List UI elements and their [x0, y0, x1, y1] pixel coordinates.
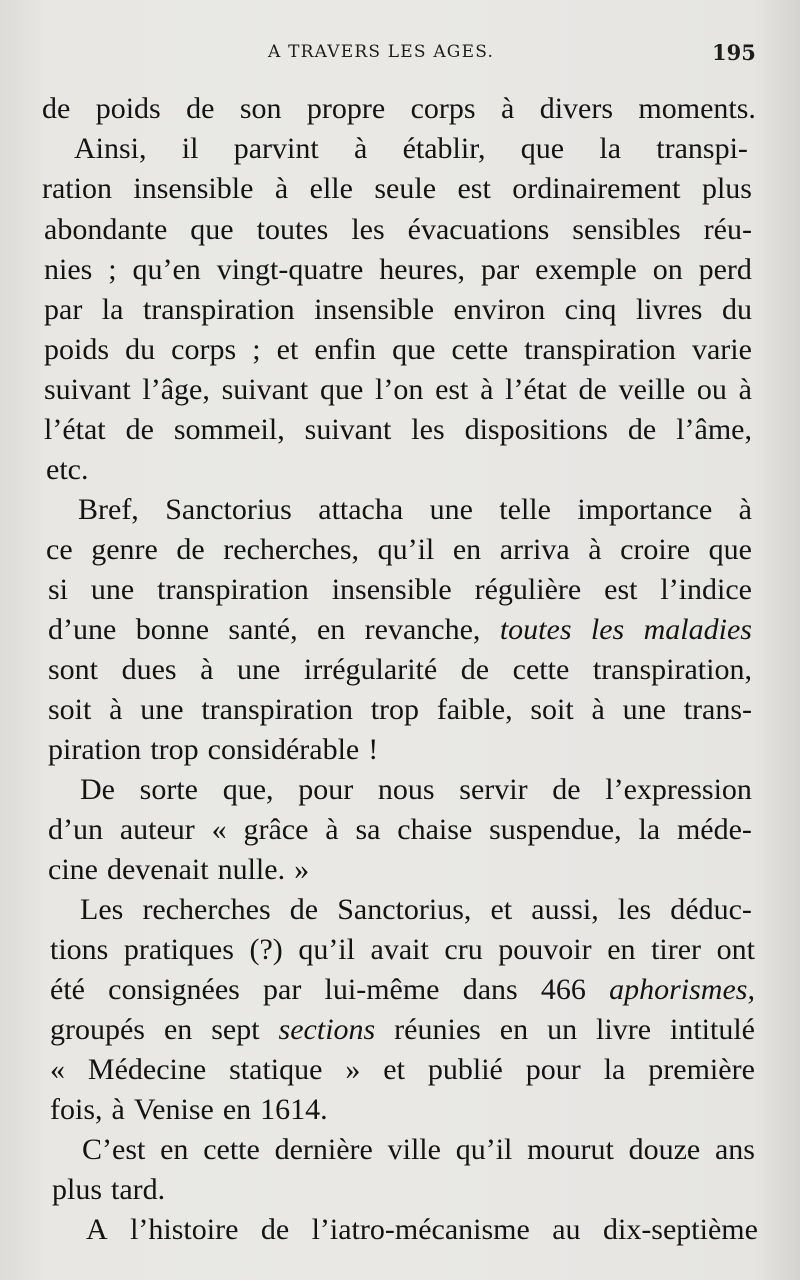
word: l’on	[375, 373, 424, 406]
word: de	[260, 1213, 290, 1246]
word: à	[738, 493, 752, 526]
word: l’expression	[605, 773, 752, 806]
text-line	[48, 572, 752, 608]
text-line	[42, 91, 756, 127]
word: à	[325, 813, 339, 846]
word: moments.	[638, 92, 756, 125]
word: sorte	[139, 773, 198, 806]
word: à	[109, 693, 123, 726]
word: lui-même	[324, 973, 440, 1006]
word: cru	[444, 933, 483, 966]
word: trop	[150, 733, 199, 766]
word: déduc-	[670, 893, 752, 926]
text-line	[50, 1052, 755, 1088]
word: arriva	[499, 533, 570, 566]
word: de	[176, 533, 205, 566]
word: sept	[211, 1013, 260, 1046]
word: l’état	[44, 413, 106, 446]
word: aussi,	[531, 893, 599, 926]
word: que	[319, 373, 364, 406]
word: trop	[370, 693, 420, 726]
word: piration	[48, 733, 142, 766]
word: dispositions	[464, 413, 608, 446]
word: genre	[91, 533, 158, 566]
word: mourut	[527, 1133, 614, 1166]
word: cette	[203, 1133, 260, 1166]
word: les	[411, 413, 445, 446]
word: en	[222, 1093, 252, 1126]
word: veille	[618, 373, 686, 406]
text-line	[80, 772, 752, 808]
word: toutes	[256, 213, 329, 246]
word: par	[44, 293, 83, 326]
word: méde-	[676, 813, 752, 846]
word: heures,	[379, 253, 466, 286]
text-line	[42, 171, 752, 207]
word: faible,	[436, 693, 513, 726]
word: trans-	[683, 693, 752, 726]
word: du	[125, 333, 156, 366]
text-line	[82, 1132, 755, 1168]
word: été	[50, 973, 85, 1006]
word: de	[460, 653, 490, 686]
word: douze	[628, 1133, 701, 1166]
word: environ	[453, 293, 546, 326]
word: importance	[577, 493, 713, 526]
word: ordinairement	[512, 172, 681, 205]
word: seule	[374, 172, 437, 205]
word: plus	[701, 172, 752, 205]
text-line	[50, 972, 755, 1008]
word: en	[160, 1133, 189, 1166]
word: insensible	[314, 293, 435, 326]
text-line	[86, 1212, 758, 1248]
word: qu’il	[298, 933, 355, 966]
word: transpiration	[524, 333, 676, 366]
text-line	[50, 1092, 755, 1128]
word: régulière	[474, 573, 582, 606]
text-line	[52, 1172, 755, 1208]
word: Venise	[133, 1093, 214, 1126]
word: groupés	[50, 1013, 145, 1046]
text-line	[48, 852, 752, 888]
word: une	[237, 653, 281, 686]
word: cette	[512, 653, 570, 686]
word: l’histoire	[130, 1213, 239, 1246]
word: de	[627, 413, 657, 446]
word: transpiration	[201, 693, 353, 726]
word: irrégularité	[303, 653, 438, 686]
word: qu’en	[132, 253, 201, 286]
word: attacha	[318, 493, 404, 526]
word: que	[520, 132, 565, 165]
word: est	[604, 573, 638, 606]
word: livres	[635, 293, 703, 326]
word: sensibles	[572, 213, 681, 246]
word: première	[648, 1053, 755, 1086]
word: croire	[620, 533, 691, 566]
word: tard.	[111, 1173, 166, 1206]
word: au	[552, 1213, 581, 1246]
word: on	[652, 253, 683, 286]
word: un	[547, 1013, 578, 1046]
word: Bref,	[78, 493, 139, 526]
word: 466	[540, 973, 586, 1006]
word: insensible	[133, 172, 254, 205]
word: et	[383, 1053, 405, 1086]
word: évacuations	[407, 213, 550, 246]
word: Ainsi,	[74, 132, 147, 165]
word: pratiques	[123, 933, 234, 966]
word: l’âge,	[142, 373, 210, 406]
word: bonne	[135, 613, 210, 646]
word: d’une	[48, 613, 117, 646]
word: ration	[42, 172, 112, 205]
word: suivant	[221, 373, 309, 406]
word: Sanctorius	[165, 493, 292, 526]
text-line	[50, 1012, 755, 1048]
word: par	[480, 253, 520, 286]
word: (?)	[249, 933, 283, 966]
word: exemple	[535, 253, 637, 286]
word: transpiration,	[592, 653, 752, 686]
word: dues	[121, 653, 177, 686]
text-line	[74, 131, 748, 167]
word: tirer	[651, 933, 702, 966]
text-line	[48, 652, 752, 688]
text-line	[44, 372, 752, 408]
word: maladies	[643, 613, 752, 646]
word: à	[353, 132, 368, 165]
word: soit	[48, 693, 92, 726]
word: »	[294, 853, 310, 886]
word: consignées	[108, 973, 240, 1006]
word: C’est	[82, 1133, 146, 1166]
word: statique	[229, 1053, 323, 1086]
word: considérable	[207, 733, 360, 766]
word: si	[48, 573, 69, 606]
text-line	[48, 732, 752, 768]
word: suivant	[304, 413, 392, 446]
word: pour	[298, 773, 354, 806]
word: plus	[52, 1173, 103, 1206]
word: que	[708, 533, 752, 566]
word: sections	[278, 1013, 376, 1046]
word: que	[392, 333, 436, 366]
word: etc.	[46, 453, 89, 486]
word: publié	[427, 1053, 503, 1086]
word: «	[211, 813, 227, 846]
text-line	[48, 812, 752, 848]
word: enfin	[314, 333, 377, 366]
word: recherches	[142, 893, 271, 926]
word: son	[239, 92, 282, 125]
word: par	[263, 973, 302, 1006]
word: chaise	[397, 813, 473, 846]
word: à	[591, 693, 605, 726]
word: sont	[48, 653, 99, 686]
word: en	[607, 933, 636, 966]
word: insensible	[331, 573, 452, 606]
word: une	[140, 693, 184, 726]
word: suivant	[44, 373, 131, 406]
word: !	[368, 733, 379, 766]
word: de	[552, 773, 581, 806]
word: nous	[377, 773, 435, 806]
word: à	[738, 373, 752, 406]
word: santé,	[228, 613, 298, 646]
text-line	[80, 892, 752, 928]
word: divers	[539, 92, 614, 125]
word: est	[435, 373, 469, 406]
word: les	[617, 893, 652, 926]
word: à	[111, 1093, 125, 1126]
word: tions	[50, 933, 109, 966]
word: à	[200, 653, 214, 686]
word: elle	[309, 172, 353, 205]
word: auteur	[119, 813, 195, 846]
word: l’âme,	[676, 413, 752, 446]
text-line	[44, 332, 752, 368]
word: avait	[370, 933, 429, 966]
word: en	[163, 1013, 193, 1046]
word: corps	[171, 333, 237, 366]
word: ont	[716, 933, 755, 966]
word: qu’il	[377, 533, 435, 566]
word: ou	[696, 373, 727, 406]
word: la	[638, 813, 661, 846]
word: d’un	[48, 813, 103, 846]
word: grâce	[243, 813, 309, 846]
word: l’indice	[660, 573, 752, 606]
word: en	[452, 533, 482, 566]
word: à	[588, 533, 602, 566]
word: de	[42, 92, 71, 125]
text-line	[50, 932, 755, 968]
word: est	[457, 172, 491, 205]
word: la	[599, 132, 622, 165]
word: ville	[387, 1133, 441, 1166]
word: et	[276, 333, 299, 366]
text-line	[78, 492, 752, 528]
word: toutes	[499, 613, 572, 646]
word: du	[721, 293, 752, 326]
word: servir	[459, 773, 528, 806]
text-line	[44, 212, 752, 248]
word: intitulé	[670, 1013, 755, 1046]
word: ;	[108, 253, 117, 286]
word: Sanctorius,	[337, 893, 472, 926]
word: en	[316, 613, 346, 646]
word: De	[80, 773, 115, 806]
word: fois,	[50, 1093, 103, 1126]
word: sa	[355, 813, 381, 846]
word: devenait	[106, 853, 209, 886]
word: cette	[451, 333, 509, 366]
word: poids	[44, 333, 110, 366]
word: à	[480, 373, 494, 406]
text-line	[46, 532, 752, 568]
word: pouvoir	[498, 933, 592, 966]
word: Médecine	[87, 1053, 207, 1086]
word: à	[274, 172, 289, 205]
word: une	[622, 693, 666, 726]
word: la	[101, 293, 124, 326]
word: une	[90, 573, 135, 606]
word: sommeil,	[173, 413, 285, 446]
word: A	[86, 1213, 108, 1246]
word: propre	[306, 92, 386, 125]
word: l’iatro-mécanisme	[311, 1213, 530, 1246]
word: en	[499, 1013, 529, 1046]
word: dix-septième	[602, 1213, 758, 1246]
word: dernière	[274, 1133, 373, 1166]
word: varie	[691, 333, 752, 366]
word: transpi-	[656, 132, 748, 165]
word: ans	[714, 1133, 755, 1166]
word: Les	[80, 893, 124, 926]
word: réunies	[394, 1013, 481, 1046]
word: nulle.	[217, 853, 286, 886]
word: corps	[410, 92, 476, 125]
word: cine	[48, 853, 98, 886]
word: aphorismes,	[609, 973, 755, 1006]
word: de	[186, 92, 215, 125]
word: que,	[222, 773, 274, 806]
word: il	[181, 132, 199, 165]
running-title: A TRAVERS LES AGES.	[268, 42, 495, 62]
word: »	[345, 1053, 361, 1086]
word: pour	[525, 1053, 581, 1086]
word: vingt-quatre	[216, 253, 364, 286]
word: soit	[530, 693, 574, 726]
text-line	[44, 252, 752, 288]
word: dans	[462, 973, 518, 1006]
word: abondante	[44, 213, 168, 246]
word: les	[590, 613, 625, 646]
word: à	[500, 92, 515, 125]
word: qu’il	[455, 1133, 513, 1166]
word: établir,	[402, 132, 486, 165]
word: les	[351, 213, 385, 246]
word: nies	[44, 253, 93, 286]
text-line	[48, 612, 752, 648]
word: revanche,	[364, 613, 481, 646]
word: recherches,	[223, 533, 360, 566]
word: suspendue,	[489, 813, 622, 846]
word: la	[603, 1053, 626, 1086]
word: «	[50, 1053, 65, 1086]
word: de	[125, 413, 154, 446]
word: telle	[499, 493, 551, 526]
word: une	[429, 493, 473, 526]
text-line	[44, 292, 752, 328]
word: perd	[698, 253, 752, 286]
word: transpiration	[157, 573, 309, 606]
word: et	[490, 893, 513, 926]
word: réu-	[703, 213, 752, 246]
word: 1614.	[260, 1093, 328, 1126]
page-number: 195	[712, 40, 756, 65]
word: poids	[95, 92, 161, 125]
word: que	[190, 213, 234, 246]
word: cinq	[564, 293, 617, 326]
text-line	[46, 452, 752, 488]
text-line	[48, 692, 752, 728]
word: ;	[252, 333, 261, 366]
word: livre	[596, 1013, 652, 1046]
text-line	[44, 412, 752, 448]
word: ce	[46, 533, 73, 566]
word: l’état	[505, 373, 567, 406]
word: de	[578, 373, 607, 406]
word: de	[289, 893, 319, 926]
word: parvint	[233, 132, 319, 165]
word: transpiration	[142, 293, 295, 326]
